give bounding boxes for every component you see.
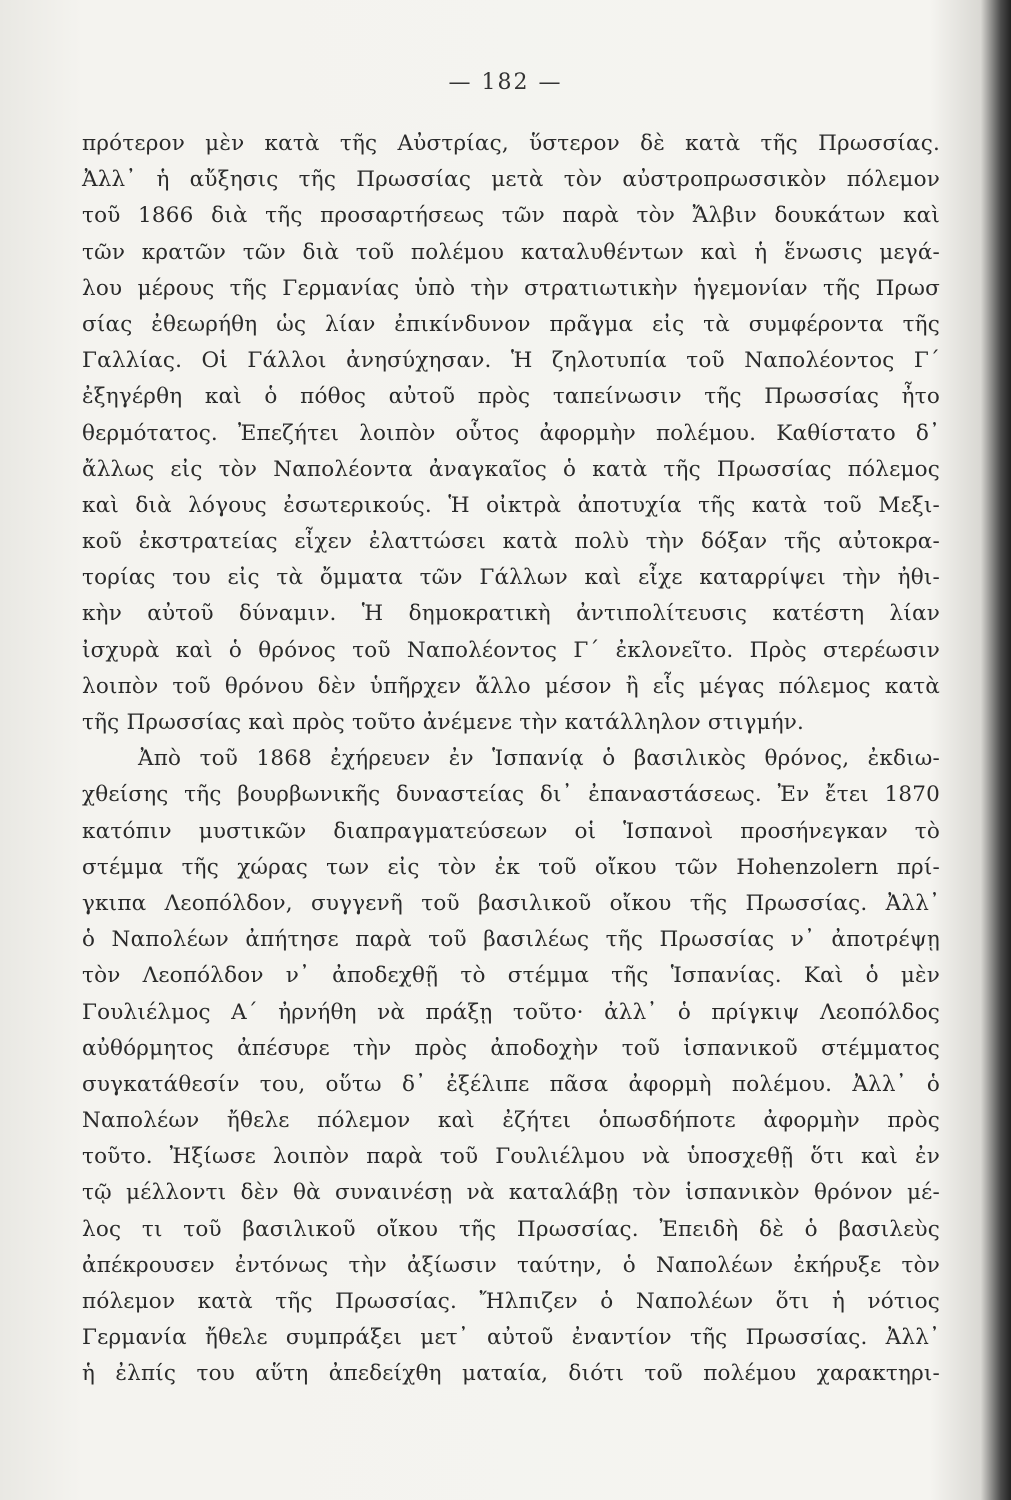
page-number: — 182 —	[448, 70, 563, 95]
text-line: γκιπα Λεοπόλδον, συγγενῆ τοῦ βασιλικοῦ οἴκου τῆς Πρωσσίας. Ἀλλ᾽	[82, 890, 940, 916]
text-line: θερμότατος. Ἐπεζήτει λοιπὸν οὗτος ἀφορμὴν πολέμου. Καθίστατο δ᾽	[82, 420, 940, 446]
text-line: Ἀλλ᾽ ἡ αὔξησις τῆς Πρωσσίας μετὰ τὸν αὐστροπρωσσικὸν πόλεμον	[82, 167, 940, 193]
text-line: ὁ Ναπολέων ἀπήτησε παρὰ τοῦ βασιλέως τῆς Πρωσσίας ν᾽ ἀποτρέψῃ	[82, 927, 940, 953]
text-line: κοῦ ἐκστρατείας εἶχεν ἐλαττώσει κατὰ πολὺ τὴν δόξαν τῆς αὐτοκρα-	[82, 529, 940, 555]
text-line: πρότερον μὲν κατὰ τῆς Αὐστρίας, ὕστερον δὲ κατὰ τῆς Πρωσσίας.	[82, 131, 940, 156]
text-line: Ἀπὸ τοῦ 1868 ἐχήρευεν ἐν Ἱσπανίᾳ ὁ βασιλικὸς θρόνος, ἐκδιω-	[138, 746, 940, 772]
text-line: Ναπολέων ἤθελε πόλεμον καὶ ἐζήτει ὁπωσδήποτε ἀφορμὴν πρὸς	[82, 1108, 940, 1134]
text-line: ἄλλως εἰς τὸν Ναπολέοντα ἀναγκαῖος ὁ κατὰ τῆς Πρωσσίας πόλεμος	[82, 456, 940, 482]
text-line: τῶν κρατῶν τῶν διὰ τοῦ πολέμου καταλυθέντων καὶ ἡ ἕνωσις μεγά-	[82, 239, 940, 265]
text-line: λος τι τοῦ βασιλικοῦ οἴκου τῆς Πρωσσίας. Ἐπειδὴ δὲ ὁ βασιλεὺς	[82, 1216, 940, 1242]
text-line: συγκατάθεσίν του, οὕτω δ᾽ ἐξέλιπε πᾶσα ἀφορμὴ πολέμου. Ἀλλ᾽ ὁ	[82, 1071, 940, 1097]
text-line: ἀπέκρουσεν ἐντόνως τὴν ἀξίωσιν ταύτην, ὁ Ναπολέων ἐκήρυξε τὸν	[82, 1252, 940, 1278]
text-line: χθείσης τῆς βουρβωνικῆς δυναστείας δι᾽ ἐπαναστάσεως. Ἐν ἔτει 1870	[82, 782, 940, 808]
text-line: ἡ ἐλπίς του αὕτη ἀπεδείχθη ματαία, διότι τοῦ πολέμου χαρακτηρι-	[82, 1361, 940, 1387]
text-line: τῆς Πρωσσίας καὶ πρὸς τοῦτο ἀνέμενε τὴν κατάλληλον στιγμήν.	[82, 710, 805, 735]
text-line: τοῦ 1866 διὰ τῆς προσαρτήσεως τῶν παρὰ τὸν Ἄλβιν δουκάτων καὶ	[82, 203, 940, 229]
text-line: λοιπὸν τοῦ θρόνου δὲν ὑπῆρχεν ἄλλο μέσον ἢ εἷς μέγας πόλεμος κατὰ	[82, 673, 940, 699]
text-line: λου μέρους τῆς Γερμανίας ὑπὸ τὴν στρατιωτικὴν ἡγεμονίαν τῆς Πρωσ	[82, 275, 940, 301]
text-line: τῷ μέλλοντι δὲν θὰ συναινέσῃ νὰ καταλάβῃ τὸν ἱσπανικὸν θρόνον μέ-	[82, 1180, 940, 1206]
text-line: στέμμα τῆς χώρας των εἰς τὸν ἐκ τοῦ οἴκου τῶν Hohenzolern πρί-	[82, 854, 940, 880]
text-line: κατόπιν μυστικῶν διαπραγματεύσεων οἱ Ἱσπανοὶ προσήνεγκαν τὸ	[82, 818, 940, 844]
text-line: σίας ἐθεωρήθη ὡς λίαν ἐπικίνδυνον πρᾶγμα εἰς τὰ συμφέροντα τῆς	[82, 311, 940, 337]
text-line: καὶ διὰ λόγους ἐσωτερικούς. Ἡ οἰκτρὰ ἀποτυχία τῆς κατὰ τοῦ Μεξι-	[82, 492, 940, 518]
text-line: ἰσχυρὰ καὶ ὁ θρόνος τοῦ Ναπολέοντος Γ´ ἐκλονεῖτο. Πρὸς στερέωσιν	[82, 637, 940, 663]
text-line: ἐξηγέρθη καὶ ὁ πόθος αὐτοῦ πρὸς ταπείνωσιν τῆς Πρωσσίας ἦτο	[82, 384, 940, 410]
text-line: Γουλιέλμος Α´ ἠρνήθη νὰ πράξῃ τοῦτο· ἀλλ᾽ ὁ πρίγκιψ Λεοπόλδος	[82, 999, 940, 1025]
text-line: κὴν αὐτοῦ δύναμιν. Ἡ δημοκρατικὴ ἀντιπολίτευσις κατέστη λίαν	[82, 601, 940, 627]
text-line: τὸν Λεοπόλδον ν᾽ ἀποδεχθῇ τὸ στέμμα τῆς Ἱσπανίας. Καὶ ὁ μὲν	[82, 963, 940, 989]
text-line: Γερμανία ἤθελε συμπράξει μετ᾽ αὐτοῦ ἐναντίον τῆς Πρωσσίας. Ἀλλ᾽	[82, 1325, 940, 1351]
body-text	[82, 126, 940, 1393]
text-line: αὐθόρμητος ἀπέσυρε τὴν πρὸς ἀποδοχὴν τοῦ ἱσπανικοῦ στέμματος	[82, 1035, 940, 1061]
text-line: τορίας του εἰς τὰ ὄμματα τῶν Γάλλων καὶ εἶχε καταρρίψει τὴν ἠθι-	[82, 565, 940, 591]
text-line: πόλεμον κατὰ τῆς Πρωσσίας. Ἤλπιζεν ὁ Ναπολέων ὅτι ἡ νότιος	[82, 1289, 940, 1314]
text-line: τοῦτο. Ἠξίωσε λοιπὸν παρὰ τοῦ Γουλιέλμου νὰ ὑποσχεθῇ ὅτι καὶ ἐν	[82, 1144, 940, 1170]
text-line: Γαλλίας. Οἱ Γάλλοι ἀνησύχησαν. Ἡ ζηλοτυπία τοῦ Ναπολέοντος Γ´	[82, 348, 940, 374]
